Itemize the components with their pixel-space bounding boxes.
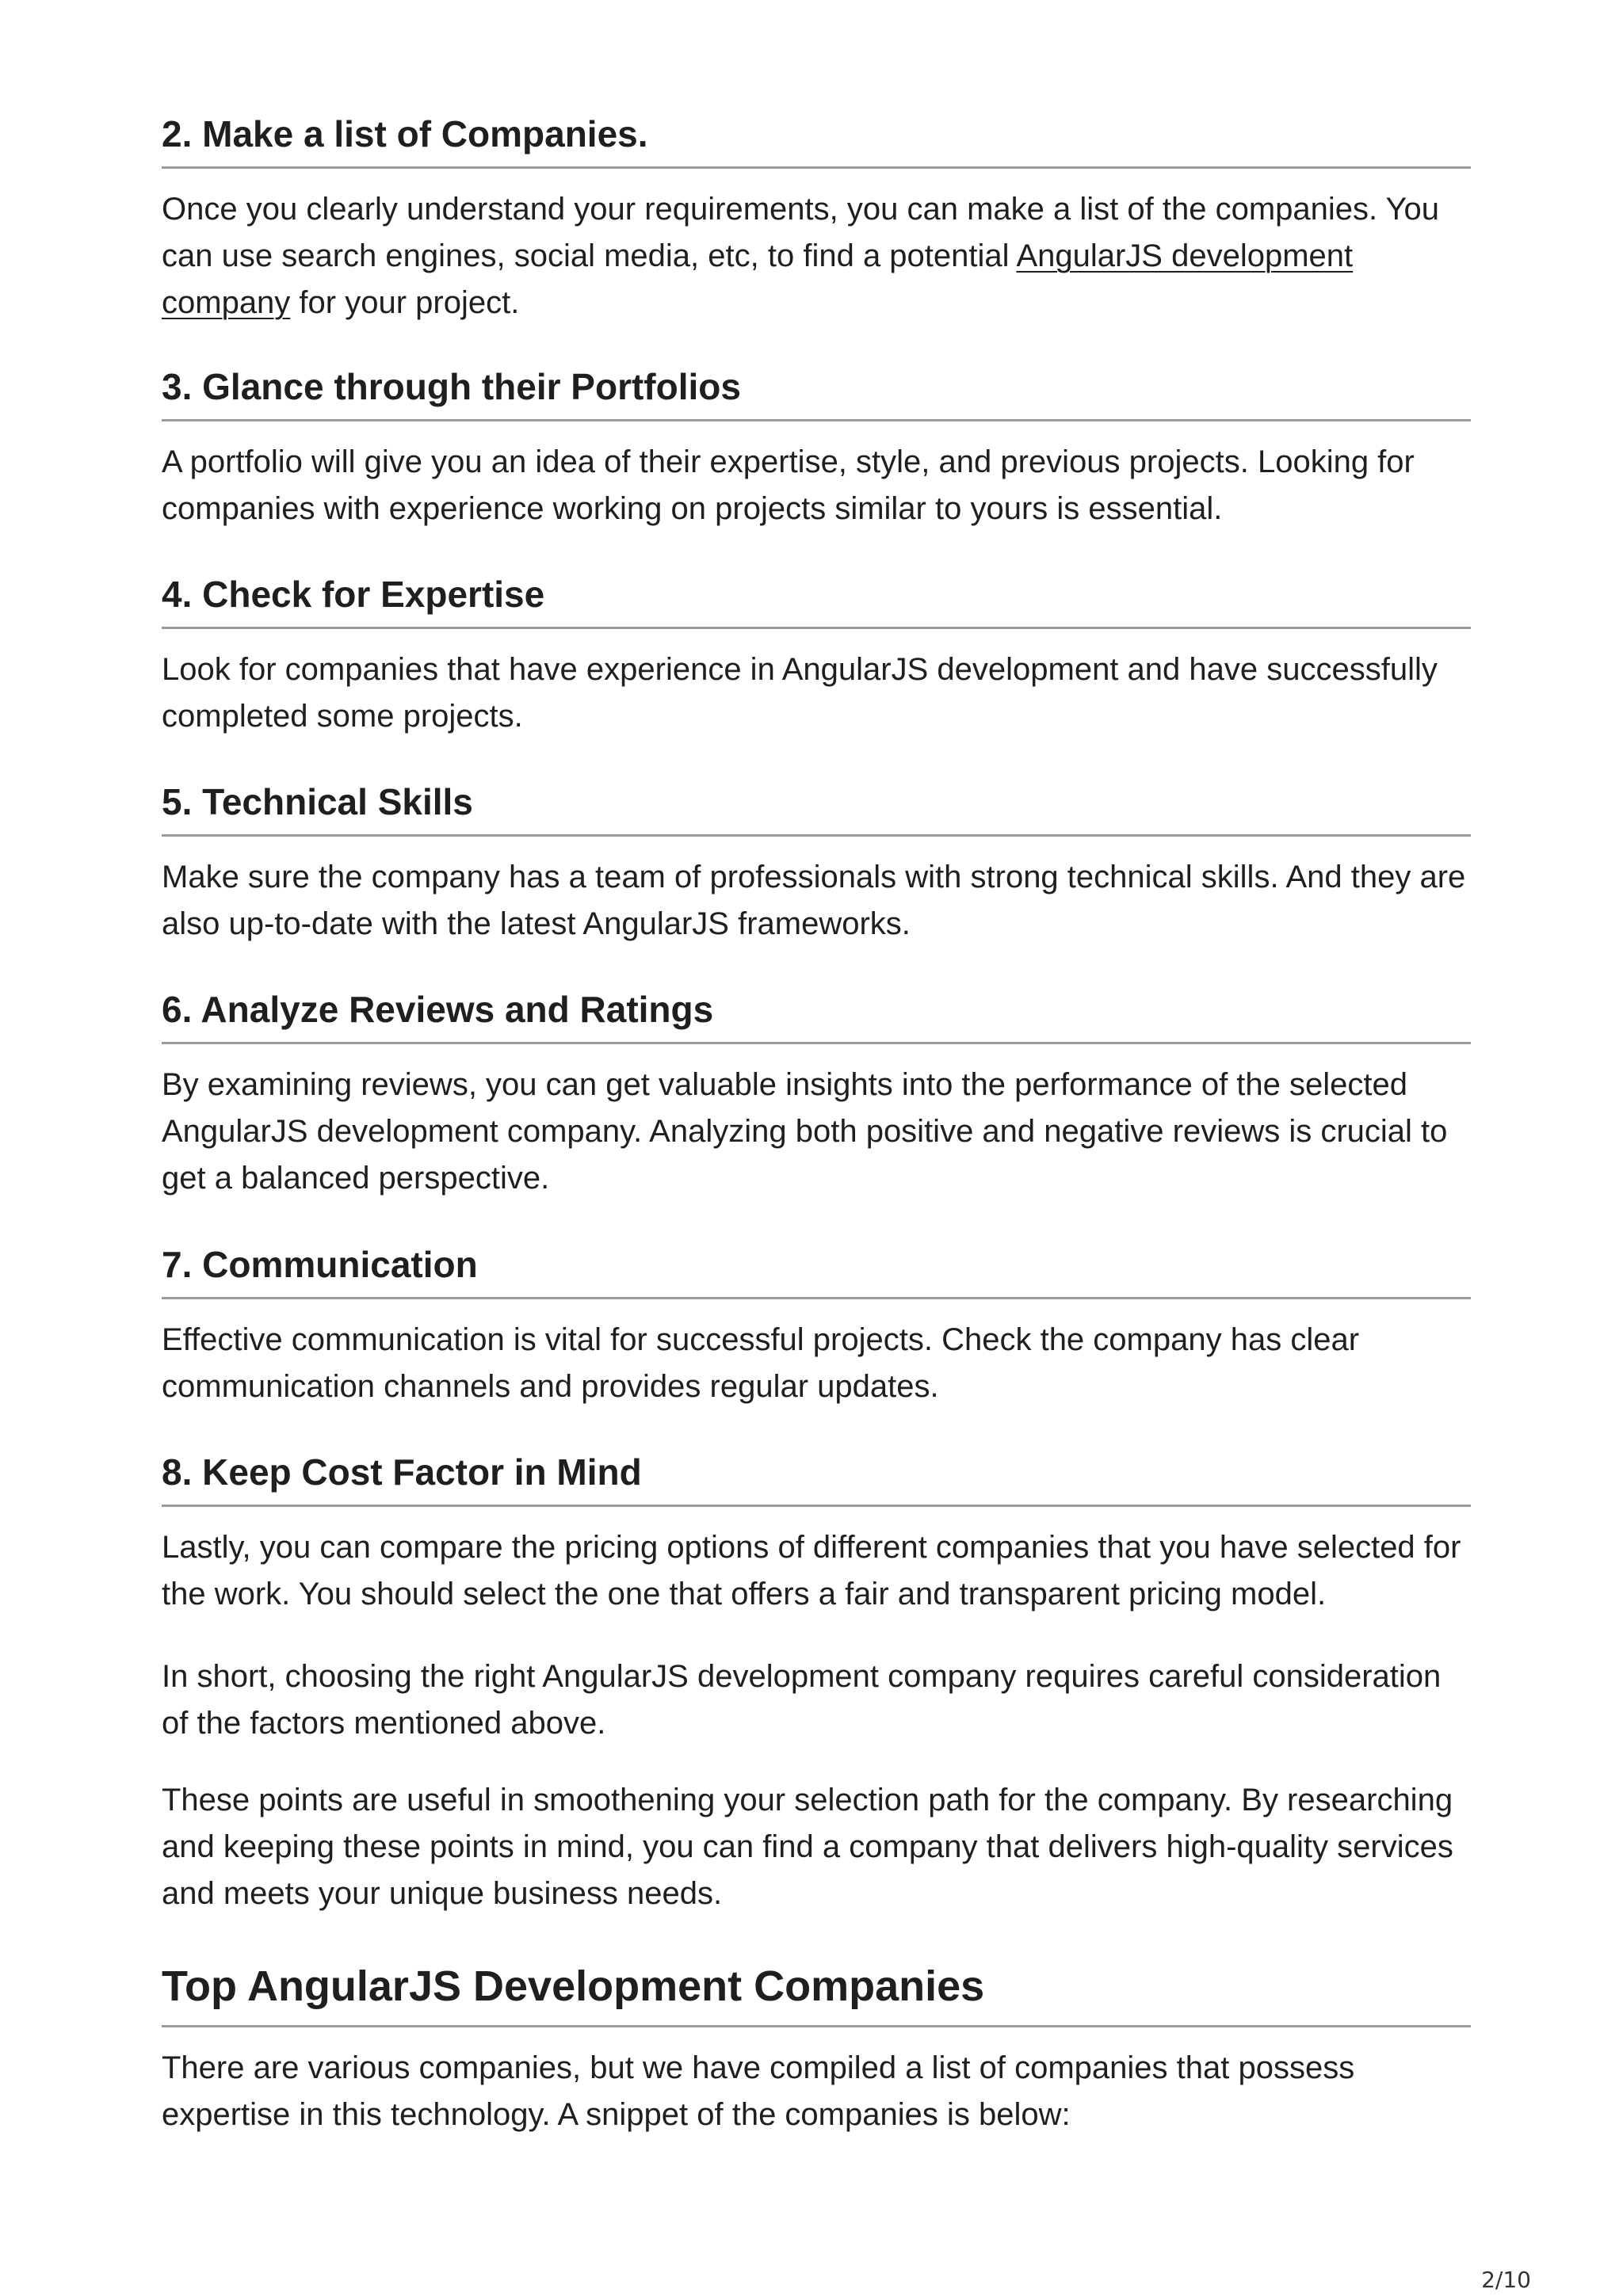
- summary-paragraph: These points are useful in smoothening your selection path for the company. By researching and keeping these points in mind, you can find a company that delivers high-quality services and meets your unique business needs.: [162, 1783, 1453, 1911]
- section-heading: 6. Analyze Reviews and Ratings: [162, 986, 1471, 1044]
- section-cost-factor: [162, 1449, 1471, 1618]
- top-companies-text: There are various companies, but we have compiled a list of companies that possess expertise in this technology. A snippet of the companies is below:: [162, 2050, 1355, 2132]
- section-heading: 3. Glance through their Portfolios: [162, 364, 1471, 421]
- section-text: By examining reviews, you can get valuable insights into the performance of the selected AngularJS development company. Analyzing both positive and negative reviews is crucial to get a balanced perspective.: [162, 1067, 1448, 1196]
- section-technical-skills: [162, 779, 1471, 948]
- section-text-after: for your project.: [290, 285, 520, 320]
- section-reviews: [162, 986, 1471, 1202]
- top-companies-heading: Top AngularJS Development Companies: [162, 1960, 1471, 2027]
- section-text: Lastly, you can compare the pricing options of different companies that you have selected for the work. You should select the one that offers a fair and transparent pricing model.: [162, 1530, 1461, 1611]
- section-heading: 2. Make a list of Companies.: [162, 111, 1471, 169]
- angularjs-company-link[interactable]: AngularJS development company: [162, 238, 1354, 320]
- section-text: A portfolio will give you an idea of their expertise, style, and previous projects. Looking for companies with experience working on projects similar to yours is essential.: [162, 444, 1415, 526]
- summary-paragraph: In short, choosing the right AngularJS development company requires careful consideration of the factors mentioned above.: [162, 1659, 1442, 1741]
- section-text: [162, 186, 1471, 326]
- section-text: Look for companies that have experience in AngularJS development and have successfully completed some projects.: [162, 652, 1438, 734]
- section-text-before: Once you clearly understand your requirements, you can make a list of the companies. You can use search engines, social media, etc, to find a potential: [162, 192, 1440, 273]
- section-heading: 8. Keep Cost Factor in Mind: [162, 1449, 1471, 1507]
- page-number: 2/10: [1481, 2267, 1531, 2293]
- section-expertise: [162, 571, 1471, 740]
- section-heading: 7. Communication: [162, 1241, 1471, 1299]
- section-top-companies: [162, 1960, 1471, 2138]
- section-portfolios: [162, 364, 1471, 532]
- section-make-list: [162, 111, 1471, 326]
- section-heading: 5. Technical Skills: [162, 779, 1471, 837]
- section-text: Make sure the company has a team of professionals with strong technical skills. And they are also up-to-date with the latest AngularJS frameworks.: [162, 860, 1466, 941]
- section-communication: [162, 1241, 1471, 1410]
- section-heading: 4. Check for Expertise: [162, 571, 1471, 629]
- section-text: Effective communication is vital for successful projects. Check the company has clear communication channels and provides regular updates.: [162, 1322, 1360, 1404]
